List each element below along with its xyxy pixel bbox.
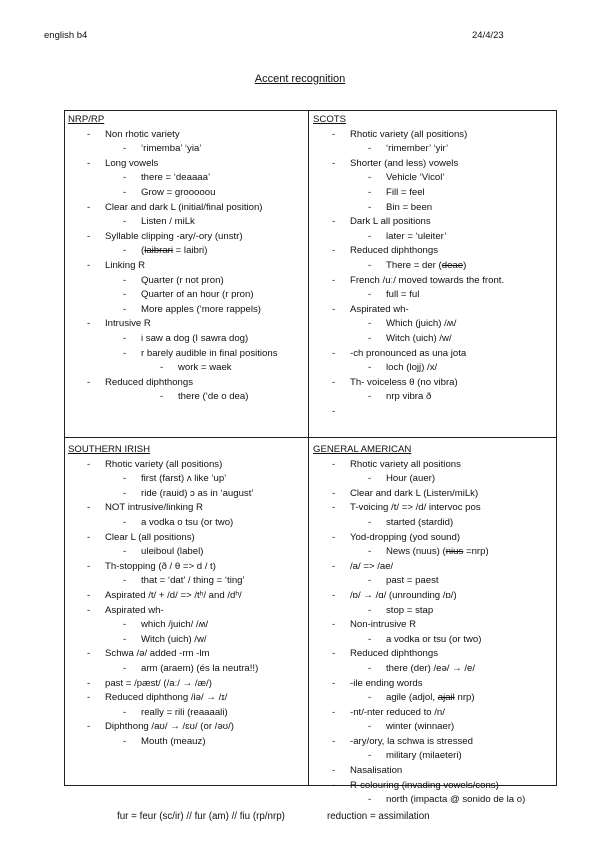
list-item: - Intrusive R (68, 317, 306, 332)
list-item: - Quarter (r not pron) (68, 274, 306, 289)
section-heading: GENERAL AMERICAN (313, 444, 412, 455)
list-item: - T-voicing /t/ => /d/ intervoc pos (313, 501, 555, 516)
list-item (68, 244, 306, 259)
list-item: - Fill = feel (313, 186, 555, 201)
list-item: - Clear L (all positions) (68, 531, 306, 546)
list-item: - nrp vibra ð (313, 390, 555, 405)
list-item: - full = ful (313, 288, 555, 303)
list-item: - Yod-dropping (yod sound) (313, 531, 555, 546)
item-text: = laibri) (173, 245, 208, 257)
list-item: - that = ‘dat’ / thing = ‘ting’ (68, 574, 306, 589)
list-item: - Reduced diphthongs (313, 647, 555, 662)
list-item: - work = waek (68, 361, 306, 376)
list-item: - Hour (auer) (313, 472, 555, 487)
list-item: - ‘rimemba’ ‘yia’ (68, 142, 306, 157)
item-text: nrp) (454, 692, 475, 704)
struck-text: deae (441, 259, 464, 271)
item-text: There = der ( (386, 259, 442, 271)
item-list (313, 128, 555, 405)
fur-note: fur = feur (sc/ir) // fur (am) // fiu (rp/nrp) (117, 811, 285, 822)
list-item: - Listen / miLk (68, 215, 306, 230)
section-heading: SOUTHERN IRISH (68, 444, 151, 455)
list-item: - Linking R (68, 259, 306, 274)
date-label: 24/4/23 (472, 30, 504, 41)
list-item: - Reduced diphthongs (313, 244, 555, 259)
list-item: - Shorter (and less) vowels (313, 157, 555, 172)
list-item: - Clear and dark L (initial/final position) (68, 201, 306, 216)
list-item: - arm (araem) (és la neutra!!) (68, 662, 306, 677)
list-item: - Long vowels (68, 157, 306, 172)
list-item: - Aspirated wh- (313, 303, 555, 318)
list-item: - Th- voiceless θ (no vibra) (313, 376, 555, 391)
list-item: - uleiboul (label) (68, 545, 306, 560)
list-item: - past = /pæst/ (/aː/ → /æ/) (68, 677, 306, 692)
list-item: - ride (rauid) ɔ as in ‘august’ (68, 487, 306, 502)
list-item: - Diphthong /aʊ/ → /ɛʊ/ (or /əʊ/) (68, 720, 306, 735)
list-item: - there = ‘deaaaa’ (68, 171, 306, 186)
item-list (313, 458, 555, 808)
list-item: - later = ‘uleiter’ (313, 230, 555, 245)
item-text: News (nuus) ( (386, 546, 446, 558)
list-item: - French /uː/ moved towards the front. (313, 274, 555, 289)
list-item: - Nasalisation (313, 764, 555, 779)
list-item: - really = rili (reaaaali) (68, 706, 306, 721)
list-item: - past = paest (313, 574, 555, 589)
table-divider-horizontal (64, 437, 557, 438)
list-item: - r barely audible in final positions (68, 347, 306, 362)
reduction-note: reduction = assimilation (326, 811, 430, 822)
section-scots (313, 113, 555, 405)
item-text: =nrp) (463, 546, 489, 558)
list-item: - there (‘de o dea) (68, 390, 306, 405)
course-label: english b4 (44, 30, 88, 41)
list-item: - Th-stopping (ð / θ => d / t) (68, 560, 306, 575)
list-item: - Syllable clipping -ary/-ory (unstr) (68, 230, 306, 245)
list-item: - R-colouring (invading vowels/cons) (313, 779, 555, 794)
section-general-american (313, 443, 555, 808)
list-item: - Vehicle ‘Vicol’ (313, 171, 555, 186)
section-southern-irish (68, 443, 306, 749)
list-item: - Rhotic variety (all positions) (313, 128, 555, 143)
list-item: - Non rhotic variety (68, 128, 306, 143)
list-item (313, 545, 555, 560)
list-item: - /a/ => /ae/ (313, 560, 555, 575)
section-nrp (68, 113, 306, 405)
list-item: - Witch (uich) /w/ (313, 332, 555, 347)
list-item: - Dark L all positions (313, 215, 555, 230)
list-item: - Non-intrusive R (313, 618, 555, 633)
list-item: - Reduced diphthong /iə/ → /ɪ/ (68, 691, 306, 706)
struck-text: ajail (437, 692, 455, 704)
item-text: agile (adjol, (386, 692, 438, 704)
page-title: Accent recognition (254, 73, 346, 85)
list-item: - /ɒ/ → /ɑ/ (unrounding /ɒ/) (313, 589, 555, 604)
list-item: - NOT intrusive/linking R (68, 501, 306, 516)
list-item: - a vodka o tsu (or two) (68, 516, 306, 531)
list-item: - started (stardid) (313, 516, 555, 531)
table-divider-vertical (308, 110, 309, 786)
section-heading: NRP/RP (68, 114, 105, 125)
list-item: - Grow = grooooou (68, 186, 306, 201)
list-item: - first (farst) ʌ like ‘up’ (68, 472, 306, 487)
list-item: - ‘rimember’ ‘yir’ (313, 142, 555, 157)
list-item: - Bin = been (313, 201, 555, 216)
list-item: - Which (juich) /ʍ/ (313, 317, 555, 332)
list-item: - Clear and dark L (Listen/miLk) (313, 487, 555, 502)
footer-notes (117, 811, 430, 822)
list-item (313, 691, 555, 706)
struck-text: nius (445, 546, 464, 558)
list-item: - i saw a dog (I sawra dog) (68, 332, 306, 347)
list-item: - -ch pronounced as una jota (313, 347, 555, 362)
list-item: - Aspirated wh- (68, 604, 306, 619)
list-item: - Rhotic variety (all positions) (68, 458, 306, 473)
list-item: - More apples (‘more rappels) (68, 303, 306, 318)
item-list (68, 128, 306, 405)
list-item: - winter (winnaer) (313, 720, 555, 735)
list-item: - which /juich/ /ʍ/ (68, 618, 306, 633)
item-text: ( (141, 245, 145, 257)
list-item: - military (milaeteri) (313, 749, 555, 764)
list-item: - -nt/-nter reduced to /n/ (313, 706, 555, 721)
list-item: - stop = stap (313, 604, 555, 619)
list-item: - Rhotic variety all positions (313, 458, 555, 473)
item-list (68, 458, 306, 750)
item-text: ) (463, 259, 467, 271)
list-item: - north (impacta @ sonido de la o) (313, 793, 555, 808)
list-item: - Mouth (meauz) (68, 735, 306, 750)
list-item: - loch (lojj) /x/ (313, 361, 555, 376)
section-heading: SCOTS (313, 114, 347, 125)
struck-text: laibrari (144, 245, 173, 257)
list-item: - Witch (uich) /w/ (68, 633, 306, 648)
list-item: - Reduced diphthongs (68, 376, 306, 391)
list-item: - -ile ending words (313, 677, 555, 692)
list-item: - there (der) /eə/ → /e/ (313, 662, 555, 677)
list-item: - a vodka or tsu (or two) (313, 633, 555, 648)
list-item: - Quarter of an hour (r pron) (68, 288, 306, 303)
list-item: - Aspirated /t/ + /d/ => /tʰ/ and /dʰ/ (68, 589, 306, 604)
list-item (313, 259, 555, 274)
list-item: - Schwa /ə/ added -rm -lm (68, 647, 306, 662)
list-item: - -ary/ory, la schwa is stressed (313, 735, 555, 750)
